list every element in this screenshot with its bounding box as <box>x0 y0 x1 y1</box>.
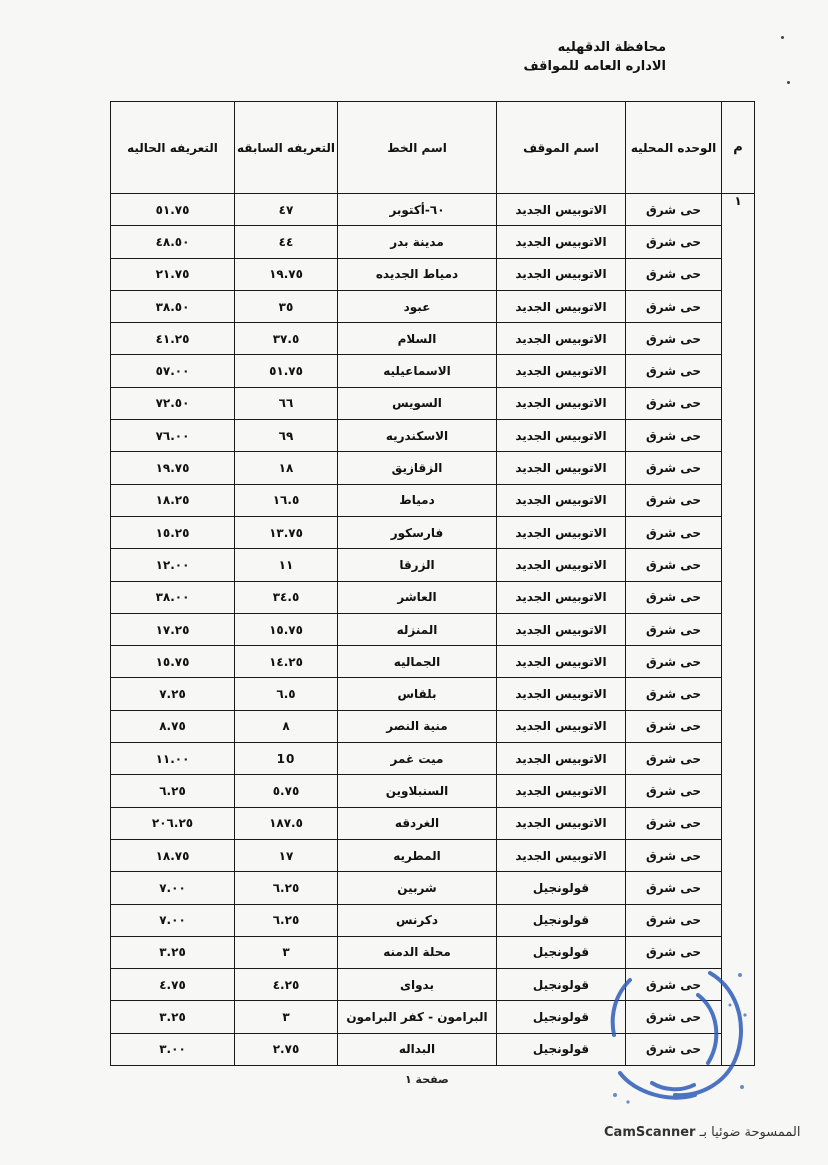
current-tariff-cell: ٥٧.٠٠ <box>111 355 235 387</box>
table-row <box>111 743 755 775</box>
stop-name-cell: الاتوبيس الجديد <box>497 807 626 839</box>
previous-tariff-cell: ٤.٢٥ <box>235 969 338 1001</box>
governorate-name: محافظة الدقهليه <box>557 40 666 55</box>
local-unit-cell: حى شرق <box>626 969 722 1001</box>
local-unit-cell: حى شرق <box>626 936 722 968</box>
previous-tariff-cell: ٣٤.٥ <box>235 581 338 613</box>
stop-name-cell: الاتوبيس الجديد <box>497 452 626 484</box>
previous-tariff-cell: ٦.٢٥ <box>235 904 338 936</box>
table-row <box>111 387 755 419</box>
line-name-cell: مدينة بدر <box>338 226 497 258</box>
table-row <box>111 290 755 322</box>
stop-name-cell: الاتوبيس الجديد <box>497 194 626 226</box>
current-tariff-cell: ٧٢.٥٠ <box>111 387 235 419</box>
previous-tariff-cell: ٥١.٧٥ <box>235 355 338 387</box>
line-name-cell: عبود <box>338 290 497 322</box>
previous-tariff-cell: 10 <box>235 743 338 775</box>
line-name-cell: المنزله <box>338 613 497 645</box>
previous-tariff-cell: ١٩.٧٥ <box>235 258 338 290</box>
previous-tariff-cell: ٣ <box>235 1001 338 1033</box>
department-name: الاداره العامه للمواقف <box>523 59 666 74</box>
current-tariff-cell: ١١.٠٠ <box>111 743 235 775</box>
table-row <box>111 516 755 548</box>
current-tariff-cell: ٣٨.٥٠ <box>111 290 235 322</box>
current-tariff-cell: ٣.٠٠ <box>111 1033 235 1065</box>
table-row <box>111 484 755 516</box>
current-tariff-cell: ٤٨.٥٠ <box>111 226 235 258</box>
current-tariff-cell: ٧.٠٠ <box>111 904 235 936</box>
stop-name-cell: قولونجيل <box>497 969 626 1001</box>
previous-tariff-cell: ٣٥ <box>235 290 338 322</box>
stop-name-cell: الاتوبيس الجديد <box>497 775 626 807</box>
previous-tariff-cell: ١٧ <box>235 839 338 871</box>
current-tariff-cell: ١٩.٧٥ <box>111 452 235 484</box>
table-row <box>111 839 755 871</box>
current-tariff-cell: ١٢.٠٠ <box>111 549 235 581</box>
previous-tariff-cell: ٤٤ <box>235 226 338 258</box>
line-name-cell: دمياط الجديده <box>338 258 497 290</box>
table-row <box>111 355 755 387</box>
previous-tariff-cell: ٢.٧٥ <box>235 1033 338 1065</box>
table-row <box>111 226 755 258</box>
table-row <box>111 678 755 710</box>
line-name-cell: الزرقا <box>338 549 497 581</box>
line-name-cell: دكرنس <box>338 904 497 936</box>
local-unit-cell: حى شرق <box>626 872 722 904</box>
current-tariff-cell: ٧٦.٠٠ <box>111 420 235 452</box>
current-tariff-cell: ١٥.٧٥ <box>111 646 235 678</box>
table-row <box>111 807 755 839</box>
stop-name-cell: الاتوبيس الجديد <box>497 323 626 355</box>
current-tariff-cell: ٣.٢٥ <box>111 1001 235 1033</box>
current-tariff-cell: ٧.٠٠ <box>111 872 235 904</box>
camscanner-watermark <box>604 1125 800 1140</box>
stop-name-cell: الاتوبيس الجديد <box>497 420 626 452</box>
line-name-cell: ٦٠-أكتوبر <box>338 194 497 226</box>
table-row <box>111 420 755 452</box>
previous-tariff-cell: ١٨ <box>235 452 338 484</box>
local-unit-cell: حى شرق <box>626 420 722 452</box>
line-name-cell: ميت غمر <box>338 743 497 775</box>
stop-name-cell: الاتوبيس الجديد <box>497 258 626 290</box>
current-tariff-cell: ١٧.٢٥ <box>111 613 235 645</box>
line-name-cell: السويس <box>338 387 497 419</box>
local-unit-cell: حى شرق <box>626 549 722 581</box>
previous-tariff-cell: ١٤.٢٥ <box>235 646 338 678</box>
table-row <box>111 452 755 484</box>
stop-name-cell: قولونجيل <box>497 1001 626 1033</box>
local-unit-cell: حى شرق <box>626 1001 722 1033</box>
column-header-stop-name: اسم الموقف <box>497 102 626 194</box>
previous-tariff-cell: ٥.٧٥ <box>235 775 338 807</box>
line-name-cell: البداله <box>338 1033 497 1065</box>
stop-name-cell: الاتوبيس الجديد <box>497 290 626 322</box>
previous-tariff-cell: ٤٧ <box>235 194 338 226</box>
previous-tariff-cell: ١٥.٧٥ <box>235 613 338 645</box>
current-tariff-cell: ٦.٢٥ <box>111 775 235 807</box>
table-row <box>111 549 755 581</box>
previous-tariff-cell: ١٣.٧٥ <box>235 516 338 548</box>
previous-tariff-cell: ٦٩ <box>235 420 338 452</box>
stop-name-cell: الاتوبيس الجديد <box>497 387 626 419</box>
line-name-cell: السنبلاوين <box>338 775 497 807</box>
local-unit-cell: حى شرق <box>626 775 722 807</box>
line-name-cell: السلام <box>338 323 497 355</box>
stop-name-cell: الاتوبيس الجديد <box>497 226 626 258</box>
line-name-cell: الغردقه <box>338 807 497 839</box>
local-unit-cell: حى شرق <box>626 452 722 484</box>
current-tariff-cell: ٢٠٦.٢٥ <box>111 807 235 839</box>
line-name-cell: بدواى <box>338 969 497 1001</box>
stop-name-cell: قولونجيل <box>497 936 626 968</box>
table-row <box>111 323 755 355</box>
camscanner-brand: CamScanner <box>604 1125 696 1140</box>
table-row <box>111 872 755 904</box>
table-row <box>111 581 755 613</box>
tariff-table <box>110 101 755 1066</box>
current-tariff-cell: ٨.٧٥ <box>111 710 235 742</box>
local-unit-cell: حى شرق <box>626 839 722 871</box>
current-tariff-cell: ٢١.٧٥ <box>111 258 235 290</box>
local-unit-cell: حى شرق <box>626 387 722 419</box>
stop-name-cell: الاتوبيس الجديد <box>497 581 626 613</box>
column-header-current-tariff: التعريفه الحاليه <box>111 102 235 194</box>
local-unit-cell: حى شرق <box>626 646 722 678</box>
stop-name-cell: الاتوبيس الجديد <box>497 743 626 775</box>
previous-tariff-cell: ١١ <box>235 549 338 581</box>
previous-tariff-cell: ١٦.٥ <box>235 484 338 516</box>
line-name-cell: الاسماعيليه <box>338 355 497 387</box>
group-number-cell: ١ <box>722 194 755 1066</box>
line-name-cell: محلة الدمنه <box>338 936 497 968</box>
camscanner-caption: الممسوحة ضوئيا بـ <box>699 1125 801 1140</box>
table-row <box>111 194 755 226</box>
line-name-cell: فارسكور <box>338 516 497 548</box>
line-name-cell: منية النصر <box>338 710 497 742</box>
previous-tariff-cell: ٦.٥ <box>235 678 338 710</box>
column-header-number: م <box>722 102 755 194</box>
table-row <box>111 775 755 807</box>
line-name-cell: العاشر <box>338 581 497 613</box>
current-tariff-cell: ٤١.٢٥ <box>111 323 235 355</box>
local-unit-cell: حى شرق <box>626 290 722 322</box>
previous-tariff-cell: ١٨٧.٥ <box>235 807 338 839</box>
local-unit-cell: حى شرق <box>626 904 722 936</box>
table-row <box>111 904 755 936</box>
column-header-line-name: اسم الخط <box>338 102 497 194</box>
line-name-cell: الاسكندريه <box>338 420 497 452</box>
scan-speck <box>787 81 790 84</box>
local-unit-cell: حى شرق <box>626 516 722 548</box>
previous-tariff-cell: ٣٧.٥ <box>235 323 338 355</box>
current-tariff-cell: ١٥.٢٥ <box>111 516 235 548</box>
stop-name-cell: الاتوبيس الجديد <box>497 355 626 387</box>
stop-name-cell: الاتوبيس الجديد <box>497 613 626 645</box>
local-unit-cell: حى شرق <box>626 194 722 226</box>
previous-tariff-cell: ٦٦ <box>235 387 338 419</box>
line-name-cell: بلقاس <box>338 678 497 710</box>
line-name-cell: شربين <box>338 872 497 904</box>
stop-name-cell: الاتوبيس الجديد <box>497 646 626 678</box>
local-unit-cell: حى شرق <box>626 743 722 775</box>
local-unit-cell: حى شرق <box>626 678 722 710</box>
stop-name-cell: الاتوبيس الجديد <box>497 549 626 581</box>
table-row <box>111 613 755 645</box>
line-name-cell: الزقازيق <box>338 452 497 484</box>
table-row <box>111 710 755 742</box>
stop-name-cell: قولونجيل <box>497 1033 626 1065</box>
local-unit-cell: حى شرق <box>626 581 722 613</box>
stop-name-cell: الاتوبيس الجديد <box>497 484 626 516</box>
local-unit-cell: حى شرق <box>626 355 722 387</box>
official-stamp <box>590 955 750 1105</box>
local-unit-cell: حى شرق <box>626 613 722 645</box>
column-header-local-unit: الوحده المحليه <box>626 102 722 194</box>
local-unit-cell: حى شرق <box>626 226 722 258</box>
column-header-previous-tariff: التعريفه السابقه <box>235 102 338 194</box>
table-row <box>111 258 755 290</box>
local-unit-cell: حى شرق <box>626 484 722 516</box>
table-header-row <box>111 102 755 194</box>
scan-speck <box>781 36 784 39</box>
stop-name-cell: قولونجيل <box>497 904 626 936</box>
table-row <box>111 646 755 678</box>
stop-name-cell: الاتوبيس الجديد <box>497 839 626 871</box>
line-name-cell: دمياط <box>338 484 497 516</box>
line-name-cell: الجماليه <box>338 646 497 678</box>
local-unit-cell: حى شرق <box>626 710 722 742</box>
current-tariff-cell: ٥١.٧٥ <box>111 194 235 226</box>
current-tariff-cell: ١٨.٧٥ <box>111 839 235 871</box>
stop-name-cell: قولونجيل <box>497 872 626 904</box>
previous-tariff-cell: ٨ <box>235 710 338 742</box>
page-number: صفحة ١ <box>405 1073 449 1086</box>
local-unit-cell: حى شرق <box>626 1033 722 1065</box>
current-tariff-cell: ٣.٢٥ <box>111 936 235 968</box>
current-tariff-cell: ٧.٢٥ <box>111 678 235 710</box>
local-unit-cell: حى شرق <box>626 807 722 839</box>
stop-name-cell: الاتوبيس الجديد <box>497 516 626 548</box>
previous-tariff-cell: ٦.٢٥ <box>235 872 338 904</box>
current-tariff-cell: ١٨.٢٥ <box>111 484 235 516</box>
current-tariff-cell: ٣٨.٠٠ <box>111 581 235 613</box>
stop-name-cell: الاتوبيس الجديد <box>497 678 626 710</box>
local-unit-cell: حى شرق <box>626 258 722 290</box>
line-name-cell: المطريه <box>338 839 497 871</box>
line-name-cell: البرامون - كفر البرامون <box>338 1001 497 1033</box>
document-header <box>524 38 666 76</box>
previous-tariff-cell: ٣ <box>235 936 338 968</box>
local-unit-cell: حى شرق <box>626 323 722 355</box>
stop-name-cell: الاتوبيس الجديد <box>497 710 626 742</box>
current-tariff-cell: ٤.٧٥ <box>111 969 235 1001</box>
